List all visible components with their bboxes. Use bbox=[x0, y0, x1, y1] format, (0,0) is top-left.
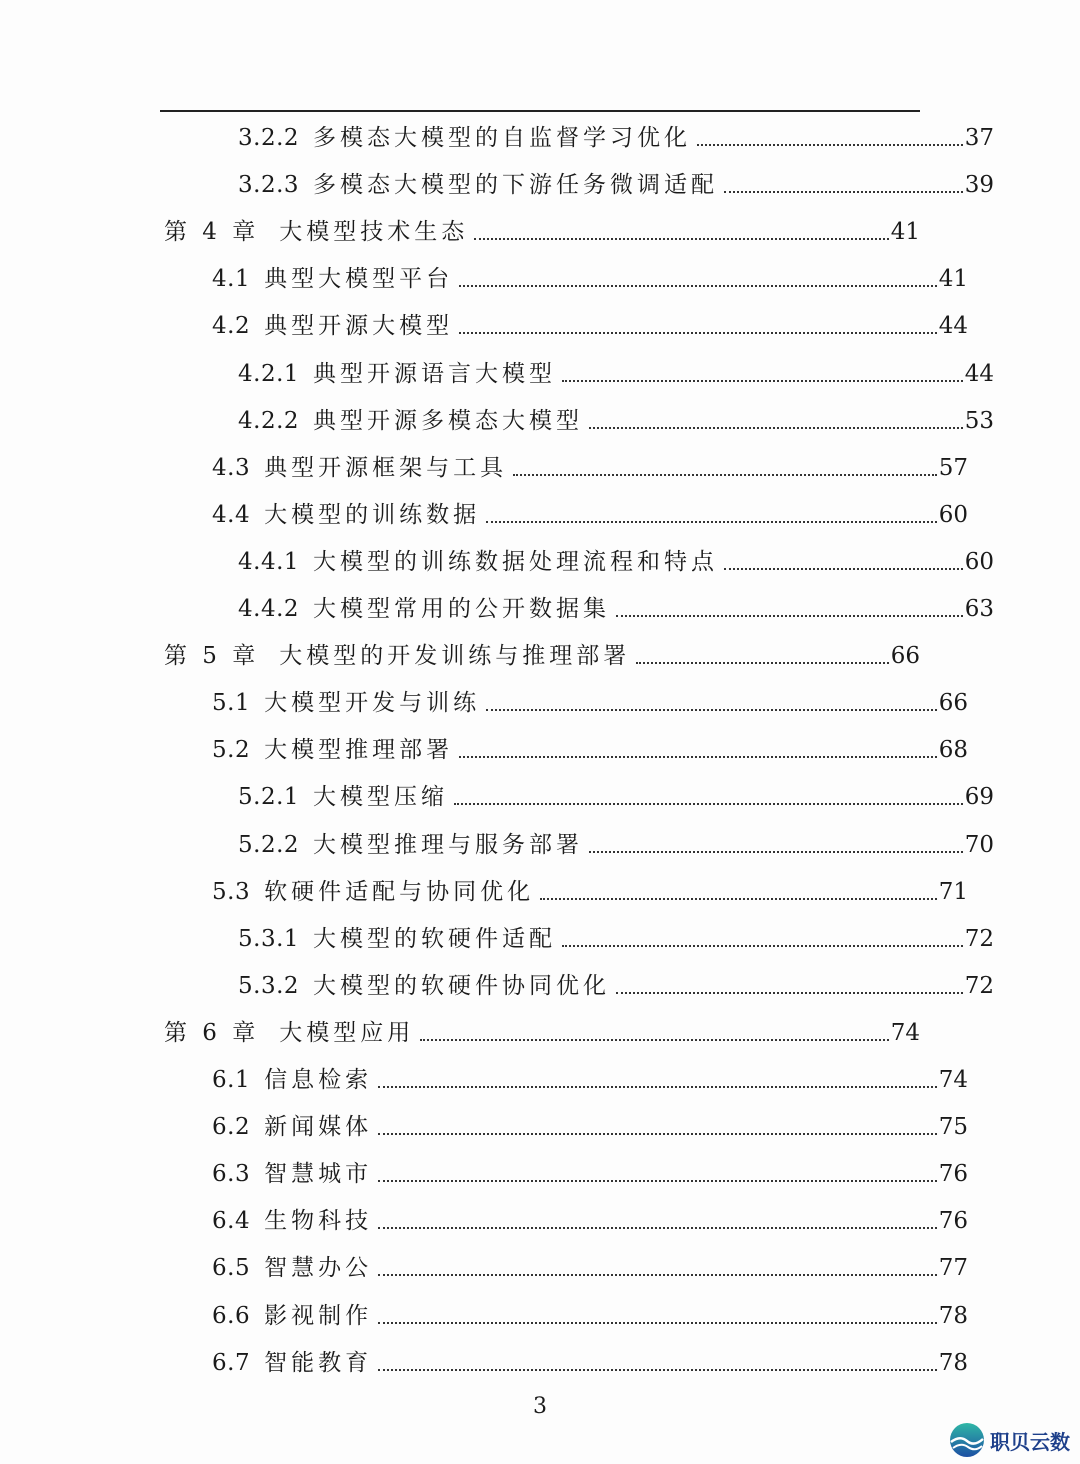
toc-number: 4.4.1 bbox=[238, 548, 300, 575]
toc-subsection-entry bbox=[160, 771, 994, 811]
toc-title: 智能教育 bbox=[264, 1349, 373, 1376]
toc-page-number: 71 bbox=[938, 878, 968, 905]
toc-section-entry bbox=[160, 866, 968, 906]
toc-section-entry bbox=[160, 1195, 968, 1235]
toc-title: 典型大模型平台 bbox=[264, 266, 454, 293]
dot-leader bbox=[724, 190, 963, 193]
dot-leader bbox=[378, 1132, 937, 1135]
dot-leader bbox=[459, 284, 937, 287]
toc-title: 大模型开发与训练 bbox=[264, 690, 481, 717]
toc-section-entry bbox=[160, 1242, 968, 1282]
toc-number: 5.3.2 bbox=[238, 972, 300, 999]
toc-page-number: 60 bbox=[938, 501, 968, 528]
toc-page-number: 76 bbox=[938, 1208, 968, 1235]
toc-number: 4.4.2 bbox=[238, 596, 300, 622]
toc-number: 6.7 bbox=[212, 1349, 251, 1376]
toc-title: 典型开源多模态大模型 bbox=[313, 407, 584, 434]
toc-number: 4.3 bbox=[212, 454, 251, 481]
page-number: 3 bbox=[533, 1394, 547, 1419]
dot-leader bbox=[378, 1273, 937, 1276]
toc-number: 3.2.2 bbox=[238, 125, 300, 151]
toc-subsection-entry bbox=[160, 159, 994, 199]
toc-section-entry bbox=[160, 677, 968, 717]
toc-section-entry bbox=[160, 724, 968, 764]
toc-page-number: 74 bbox=[938, 1067, 968, 1093]
dot-leader bbox=[513, 473, 937, 476]
dot-leader bbox=[562, 379, 963, 382]
globe-logo-icon bbox=[948, 1421, 986, 1459]
toc-page-number: 69 bbox=[964, 784, 994, 811]
toc-page-number: 37 bbox=[964, 125, 994, 151]
toc-page-number: 57 bbox=[938, 454, 968, 481]
toc-number: 5.2 bbox=[212, 737, 251, 764]
toc-title: 大模型推理部署 bbox=[264, 737, 454, 764]
toc-title: 多模态大模型的自监督学习优化 bbox=[313, 125, 692, 151]
toc-number: 5.3.1 bbox=[238, 925, 300, 952]
toc-title: 生物科技 bbox=[264, 1208, 373, 1235]
toc-title: 大模型常用的公开数据集 bbox=[313, 596, 611, 622]
toc-title: 大模型应用 bbox=[279, 1019, 415, 1046]
toc-number: 6.2 bbox=[212, 1114, 251, 1141]
toc-number: 第 4 章 bbox=[164, 219, 260, 246]
dot-leader bbox=[378, 1321, 937, 1324]
watermark-text: 职贝云数 bbox=[990, 1429, 1070, 1454]
dot-leader bbox=[562, 944, 963, 947]
toc-page-number: 66 bbox=[938, 690, 968, 717]
toc-title: 大模型的开发训练与推理部署 bbox=[279, 643, 631, 670]
toc-chapter-entry bbox=[160, 630, 920, 670]
dot-leader bbox=[459, 331, 937, 334]
dot-leader bbox=[378, 1368, 937, 1371]
toc-number: 第 6 章 bbox=[164, 1019, 260, 1046]
dot-leader bbox=[636, 661, 888, 664]
toc-chapter-entry bbox=[160, 1007, 920, 1047]
toc-page-number: 44 bbox=[964, 360, 994, 387]
toc-number: 5.2.1 bbox=[238, 784, 300, 811]
toc-subsection-entry bbox=[160, 348, 994, 388]
toc-subsection-entry bbox=[160, 536, 994, 576]
toc-subsection-entry bbox=[160, 819, 994, 859]
toc-title: 大模型的软硬件协同优化 bbox=[313, 972, 611, 999]
toc-section-entry bbox=[160, 1101, 968, 1141]
toc-number: 6.4 bbox=[212, 1208, 251, 1235]
toc-section-entry bbox=[160, 1337, 968, 1377]
toc-page-number: 53 bbox=[964, 407, 994, 434]
toc-section-entry bbox=[160, 1290, 968, 1330]
toc-page-number: 76 bbox=[938, 1161, 968, 1188]
toc-page-number: 77 bbox=[938, 1255, 968, 1282]
toc-number: 6.1 bbox=[212, 1067, 251, 1093]
toc-title: 典型开源框架与工具 bbox=[264, 454, 508, 481]
toc-title: 智慧办公 bbox=[264, 1255, 373, 1282]
toc-subsection-entry bbox=[160, 395, 994, 435]
toc-number: 3.2.3 bbox=[238, 172, 300, 199]
dot-leader bbox=[486, 520, 937, 523]
toc-title: 智慧城市 bbox=[264, 1161, 373, 1188]
dot-leader bbox=[378, 1179, 937, 1182]
toc-title: 多模态大模型的下游任务微调适配 bbox=[313, 172, 719, 199]
toc-number: 5.3 bbox=[212, 878, 251, 905]
toc-page-number: 78 bbox=[938, 1349, 968, 1376]
dot-leader bbox=[540, 897, 937, 900]
toc-number: 6.6 bbox=[212, 1302, 251, 1329]
toc-section-entry bbox=[160, 489, 968, 529]
toc-page-number: 70 bbox=[964, 831, 994, 858]
toc-title: 信息检索 bbox=[264, 1067, 373, 1093]
toc-title: 大模型推理与服务部署 bbox=[313, 831, 584, 858]
toc-page-number: 60 bbox=[964, 548, 994, 575]
dot-leader bbox=[474, 237, 888, 240]
toc-number: 4.2.2 bbox=[238, 407, 300, 434]
toc-number: 6.3 bbox=[212, 1161, 251, 1188]
dot-leader bbox=[616, 614, 963, 617]
toc-page-number: 39 bbox=[964, 172, 994, 199]
toc-page-number: 68 bbox=[938, 737, 968, 764]
dot-leader bbox=[459, 755, 937, 758]
toc-section-entry bbox=[160, 1054, 968, 1094]
toc-title: 典型开源语言大模型 bbox=[313, 360, 557, 387]
toc-number: 4.1 bbox=[212, 266, 251, 293]
toc-page-number: 44 bbox=[938, 313, 968, 340]
dot-leader bbox=[454, 802, 963, 805]
toc-page-number: 78 bbox=[938, 1302, 968, 1329]
toc-number: 4.2 bbox=[212, 313, 251, 340]
toc-number: 4.4 bbox=[212, 501, 251, 528]
toc-subsection-entry bbox=[160, 913, 994, 953]
toc-title: 大模型压缩 bbox=[313, 784, 449, 811]
dot-leader bbox=[589, 426, 963, 429]
toc-page-number: 41 bbox=[938, 266, 968, 293]
toc-page-number: 72 bbox=[964, 925, 994, 952]
toc-page-number: 75 bbox=[938, 1114, 968, 1141]
dot-leader bbox=[589, 850, 963, 853]
toc-section-entry bbox=[160, 1148, 968, 1188]
toc-title: 新闻媒体 bbox=[264, 1114, 373, 1141]
toc-title: 大模型的软硬件适配 bbox=[313, 925, 557, 952]
toc-number: 4.2.1 bbox=[238, 360, 300, 387]
toc-title: 影视制作 bbox=[264, 1302, 373, 1329]
dot-leader bbox=[697, 143, 963, 146]
toc-page-number: 66 bbox=[890, 643, 920, 670]
dot-leader bbox=[378, 1226, 937, 1229]
toc-title: 大模型的训练数据处理流程和特点 bbox=[313, 548, 719, 575]
toc-number: 第 5 章 bbox=[164, 643, 260, 670]
toc-title: 大模型技术生态 bbox=[279, 219, 469, 246]
toc-section-entry bbox=[160, 442, 968, 482]
toc-number: 6.5 bbox=[212, 1255, 251, 1282]
dot-leader bbox=[616, 991, 963, 994]
toc-title: 典型开源大模型 bbox=[264, 313, 454, 340]
toc-title: 软硬件适配与协同优化 bbox=[264, 878, 535, 905]
toc-page-number: 41 bbox=[890, 219, 920, 246]
toc-chapter-entry bbox=[160, 206, 920, 246]
toc-section-entry bbox=[160, 300, 968, 340]
toc-page-number: 63 bbox=[964, 596, 994, 622]
toc-number: 5.1 bbox=[212, 690, 251, 717]
toc-subsection-entry bbox=[160, 960, 994, 1000]
toc-page-number: 74 bbox=[890, 1019, 920, 1046]
dot-leader bbox=[378, 1085, 937, 1088]
toc-page-number: 72 bbox=[964, 972, 994, 999]
dot-leader bbox=[724, 567, 963, 570]
watermark bbox=[948, 1420, 1070, 1460]
dot-leader bbox=[486, 708, 937, 711]
toc-section-entry bbox=[160, 253, 968, 293]
toc-subsection-entry bbox=[160, 583, 994, 623]
toc-number: 5.2.2 bbox=[238, 831, 300, 858]
dot-leader bbox=[420, 1038, 888, 1041]
toc-title: 大模型的训练数据 bbox=[264, 501, 481, 528]
toc-subsection-entry bbox=[160, 112, 994, 152]
